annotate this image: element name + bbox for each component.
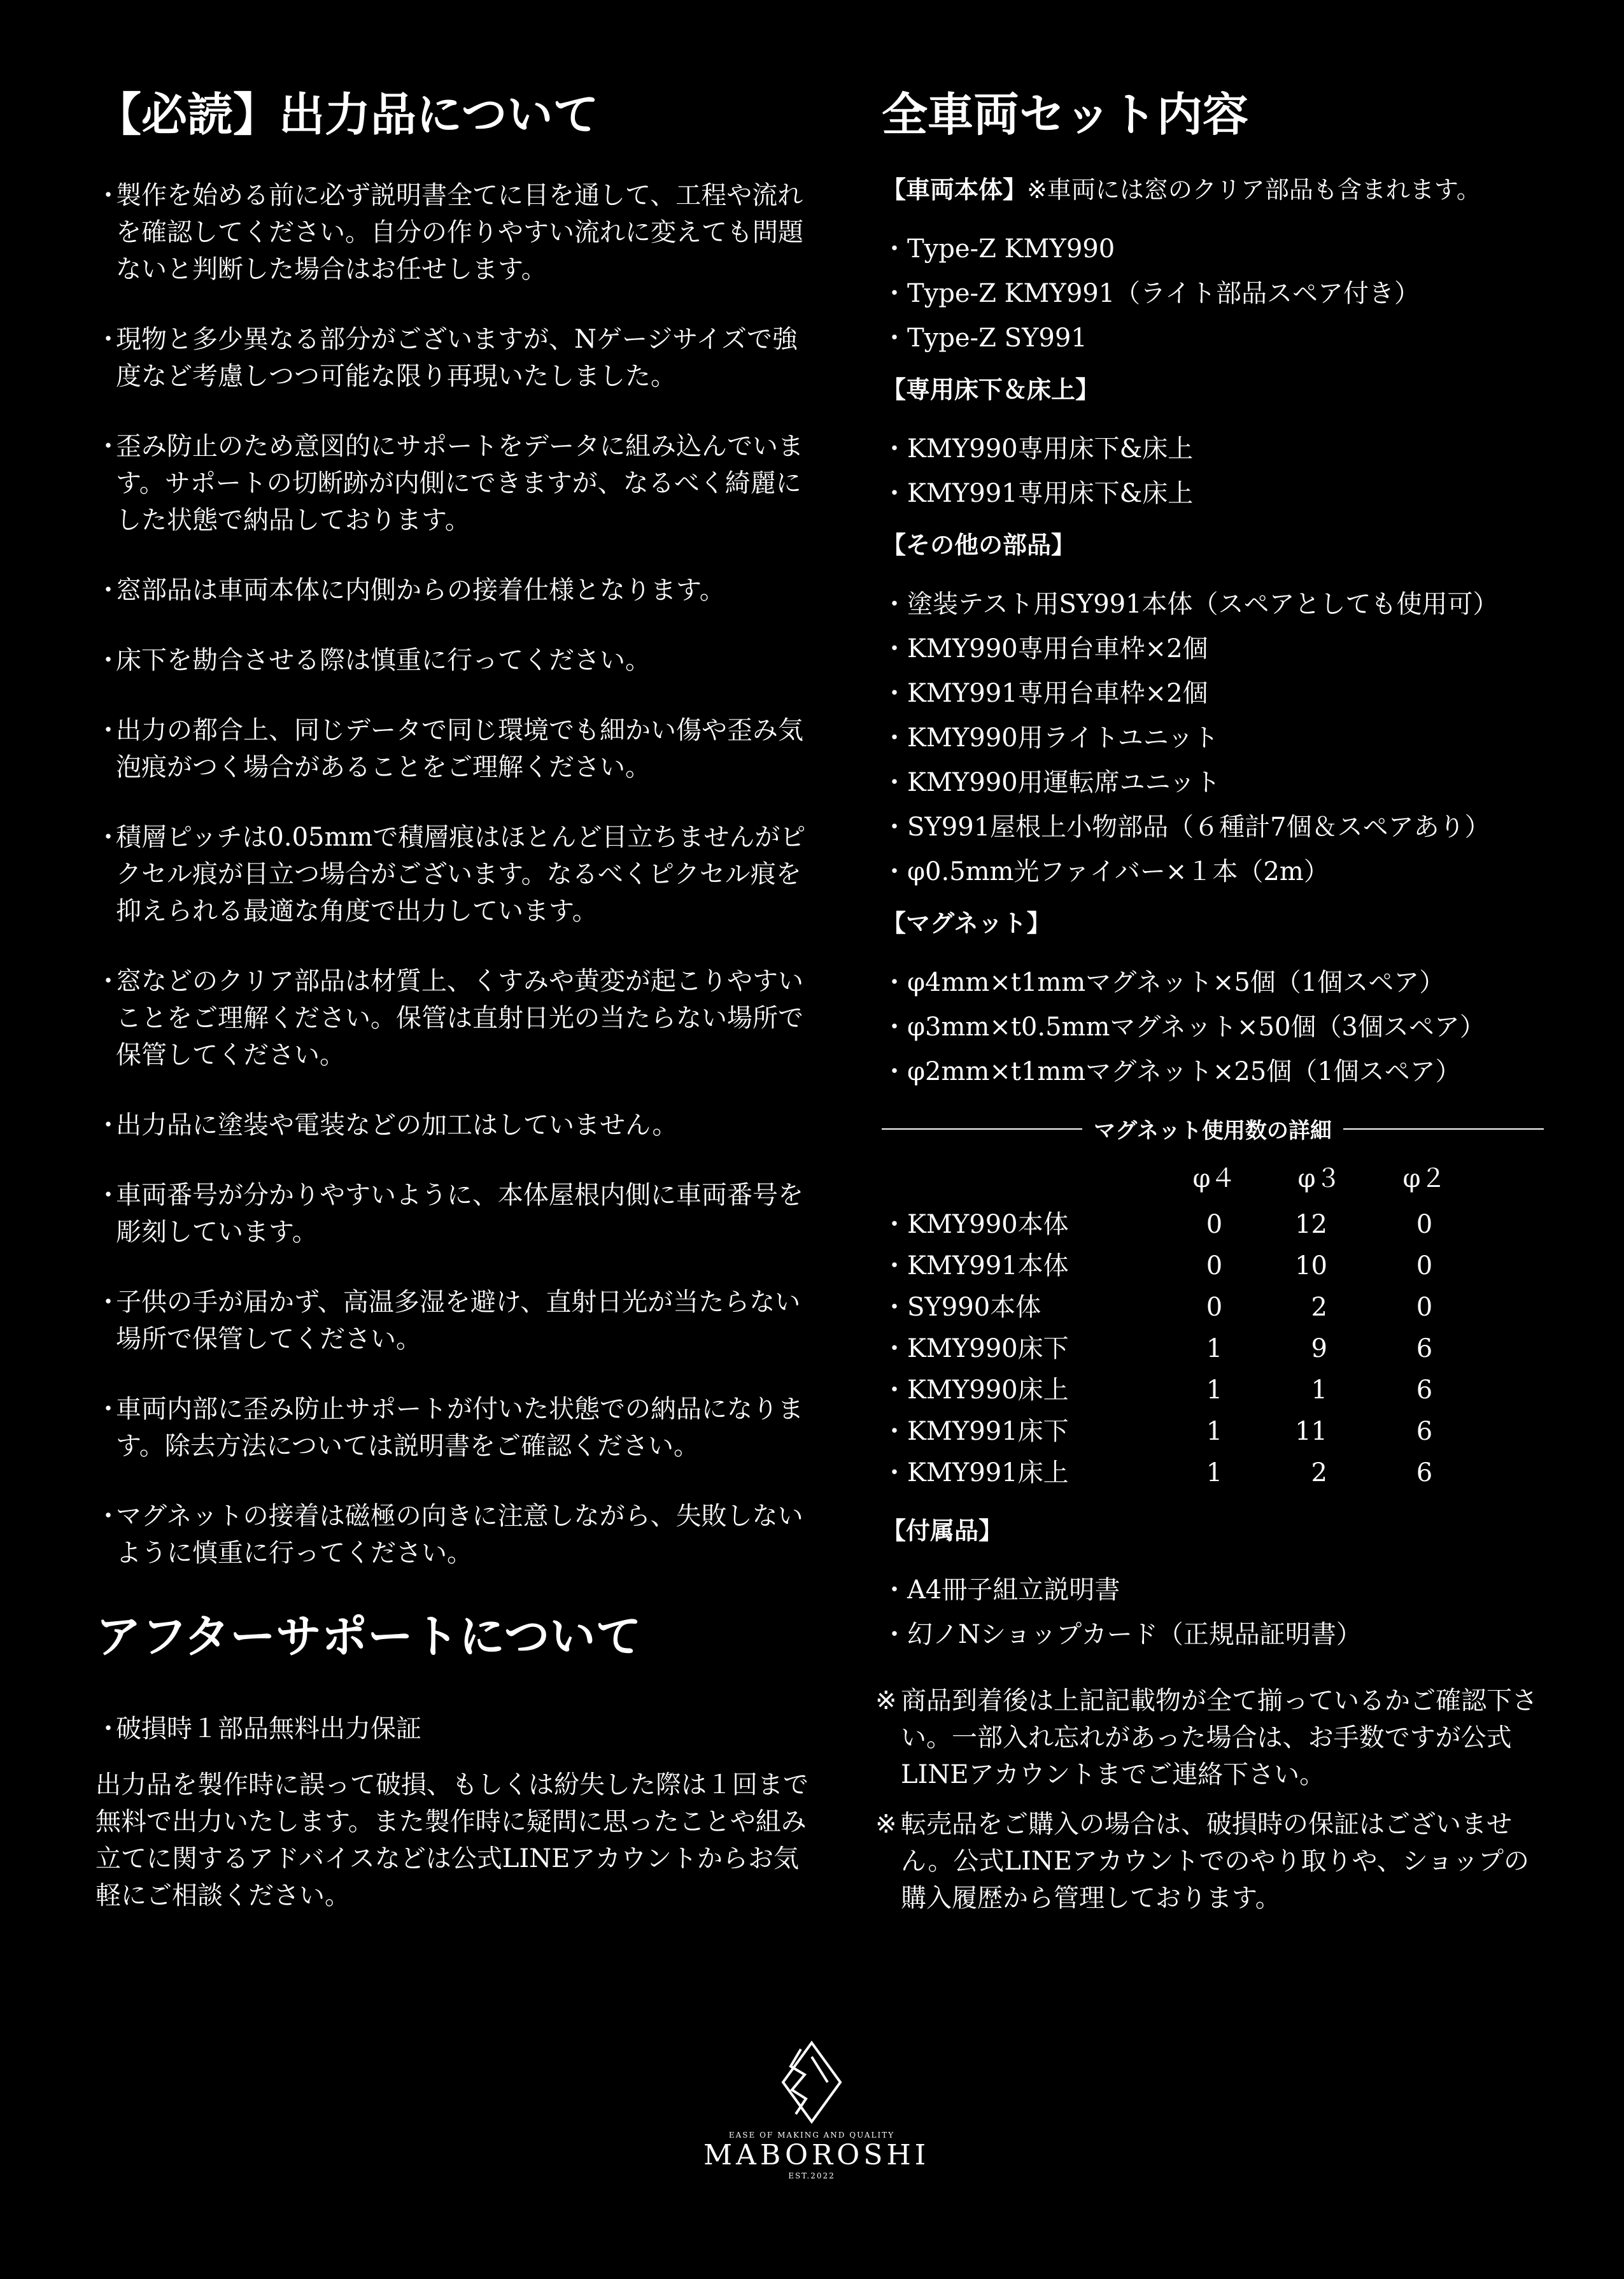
list-item: ・KMY990用運転席ユニット [882, 768, 1220, 797]
list-item: ・KMY991専用床下&床上 [882, 479, 1194, 508]
footnotes [875, 1682, 1544, 1917]
left-column [95, 83, 821, 1914]
set-contents-title: 全車両セット内容 [882, 88, 1249, 141]
logo-tagline: EASE OF MAKING AND QUALITY [728, 2131, 895, 2140]
table-row: ・SY990本体 0 2 0 [882, 1293, 1433, 1322]
notice-item: ・ 車両内部に歪み防止サポートが付いた状態での納品になります。除去方法については説明書をご確認ください。 [95, 1395, 803, 1461]
notice-list [95, 177, 821, 1572]
list-item: ・KMY991専用台車枠×2個 [882, 679, 1208, 708]
notice-item: ・ 製作を始める前に必ず説明書全てに目を通して、工程や流れを確認してください。自分の作りやすい流れに変えても問題ないと判断した場合はお任せします。 [95, 181, 803, 284]
column-header: φ２ [1402, 1164, 1446, 1193]
table-header-row [882, 1153, 1477, 1204]
section-heading-magnet: 【マグネット】 [882, 909, 1051, 937]
magnet-list [882, 960, 1544, 1094]
table-row: ・KMY991床上 1 2 6 [882, 1458, 1433, 1487]
list-item: ・SY991屋根上小物部品（６種計7個＆スペアあり） [882, 813, 1490, 842]
list-item: ・KMY990用ライトユニット [882, 723, 1219, 753]
footnote: ※ 転売品をご購入の場合は、破損時の保証はございません。公式LINEアカウントでのやり取りや、ショップの購入履歴から管理しております。 [875, 1810, 1529, 1913]
list-item: ・φ2mm×t1mmマグネット×25個（1個スペア） [882, 1057, 1461, 1086]
notice-title: 【必読】出力品について [95, 88, 599, 141]
notice-item: ・ 窓などのクリア部品は材質上、くすみや黄変が起こりやすいことをご理解ください。保管は直射日光の当たらない場所で保管してください。 [95, 967, 803, 1070]
list-item: ・Type-Z KMY990 [882, 234, 1115, 264]
notice-item: ・ 床下を勘合させる際は慎重に行ってください。 [95, 646, 651, 675]
other-parts-list [882, 582, 1544, 894]
divider-line [1343, 1128, 1544, 1130]
floor-list [882, 427, 1544, 516]
divider-line [882, 1128, 1082, 1130]
table-row: ・KMY990本体 0 12 0 [882, 1210, 1433, 1239]
list-item: ・φ3mm×t0.5mmマグネット×50個（3個スペア） [882, 1012, 1485, 1042]
list-item: ・φ0.5mm光ファイバー×１本（2m） [882, 857, 1329, 886]
logo-established: EST.2022 [788, 2171, 835, 2180]
table-row: ・KMY991床下 1 11 6 [882, 1417, 1433, 1446]
list-item: ・φ4mm×t1mmマグネット×5個（1個スペア） [882, 968, 1445, 997]
notice-item: ・ 出力品に塗装や電装などの加工はしていません。 [95, 1111, 678, 1140]
notice-item: ・ 積層ピッチは0.05mmで積層痕はほとんど目立ちませんがピクセル痕が目立つ場合がございます。なるべくピクセル痕を抑えられる最適な角度で出力しています。 [95, 823, 806, 926]
notice-item: ・ 車両番号が分かりやすいように、本体屋根内側に車両番号を彫刻しています。 [95, 1181, 803, 1247]
notice-item: ・ 子供の手が届かず、高温多湿を避け、直射日光が当たらない場所で保管してください。 [95, 1288, 801, 1354]
list-item: ・幻ノNショップカード（正規品証明書） [882, 1620, 1362, 1649]
list-item: ・KMY990専用台車枠×2個 [882, 634, 1208, 664]
notice-item: ・ 歪み防止のため意図的にサポートをデータに組み込んでいます。サポートの切断跡が内側にできますが、なるべく綺麗にした状態で納品しております。 [95, 432, 803, 535]
magnet-table-divider [882, 1113, 1544, 1144]
list-item: ・A4冊子組立説明書 [882, 1575, 1120, 1605]
table-row: ・KMY991本体 0 10 0 [882, 1251, 1433, 1281]
brand-logo [703, 2038, 930, 2180]
notice-item: ・ 出力の都合上、同じデータで同じ環境でも細かい傷や歪み気泡痕がつく場合があることをご理解ください。 [95, 716, 803, 782]
table-row: ・KMY990床上 1 1 6 [882, 1375, 1433, 1405]
after-support-title: アフターサポートについて [95, 1610, 642, 1663]
column-header: φ４ [1192, 1164, 1236, 1193]
column-header: φ３ [1297, 1164, 1341, 1193]
section-heading-body: 【車両本体】※車両には窓のクリア部品も含まれます。 [882, 176, 1481, 204]
magnet-table-title: マグネット使用数の詳細 [1094, 1118, 1332, 1144]
list-item: ・KMY990専用床下&床上 [882, 434, 1194, 464]
footnote: ※ 商品到着後は上記記載物が全て揃っているかご確認下さい。一部入れ忘れがあった場合は、お手数ですが公式LINEアカウントまでご連絡下さい。 [875, 1686, 1537, 1789]
after-support-paragraph: 出力品を製作時に誤って破損、もしくは紛失した際は１回まで無料で出力いたします。また製作時に疑問に思ったことや組み立てに関するアドバイスなどは公式LINEアカウントからお気軽にご相談ください。 [95, 1770, 808, 1910]
list-item: ・Type-Z SY991 [882, 323, 1087, 353]
notice-item: ・ 窓部品は車両本体に内側からの接着仕様となります。 [95, 576, 725, 605]
notice-item: ・ マグネットの接着は磁極の向きに注意しながら、失敗しないように慎重に行ってください。 [95, 1502, 803, 1568]
section-heading-other: 【その他の部品】 [882, 531, 1076, 559]
section-heading-accessories: 【付属品】 [882, 1517, 1003, 1545]
body-list [882, 227, 1544, 360]
magnet-usage-table [882, 1153, 1477, 1494]
table-row: ・KMY990床下 1 9 6 [882, 1334, 1433, 1363]
notice-item: ・ 現物と多少異なる部分がございますが、Nゲージサイズで強度など考慮しつつ可能な限り再現いたしました。 [95, 325, 798, 391]
accessories-list [882, 1568, 1544, 1657]
right-column [875, 83, 1544, 1929]
section-heading-floor: 【専用床下＆床上】 [882, 376, 1100, 404]
maboroshi-emblem-icon [777, 2038, 847, 2127]
logo-brand-name: MABOROSHI [703, 2139, 930, 2171]
after-support-item: ・ 破損時１部品無料出力保証 [95, 1714, 421, 1743]
list-item: ・塗装テスト用SY991本体（スペアとしても使用可） [882, 590, 1499, 619]
list-item: ・Type-Z KMY991（ライト部品スペア付き） [882, 279, 1420, 308]
